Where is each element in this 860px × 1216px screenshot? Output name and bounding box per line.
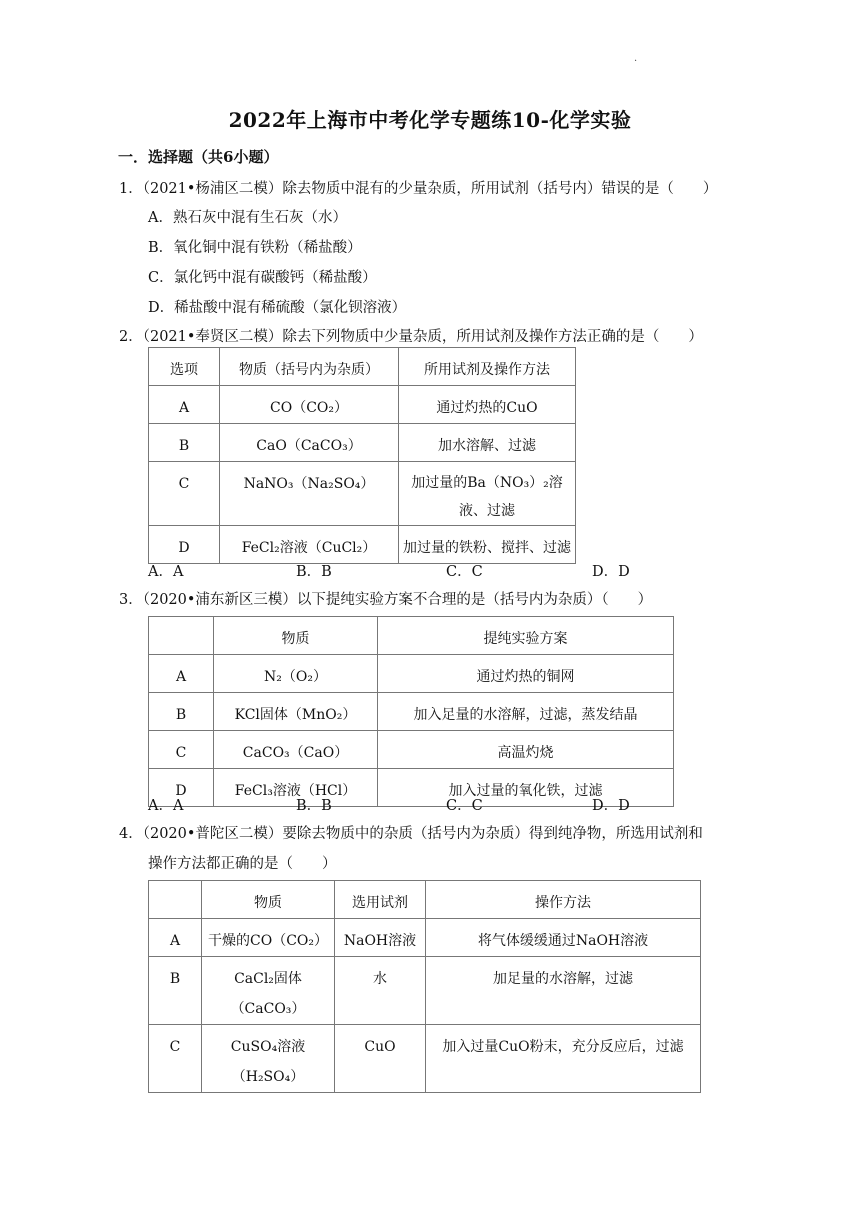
- table-header-cell: 物质: [214, 617, 378, 655]
- question-3-answer-d: D．D: [592, 798, 630, 814]
- table-row: [149, 693, 674, 731]
- table-cell: CuO: [335, 1025, 426, 1093]
- question-1-option-b: B．氧化铜中混有铁粉（稀盐酸）: [148, 240, 362, 256]
- table-header-cell: [149, 881, 202, 919]
- table-cell: CuSO₄溶液（H₂SO₄）: [202, 1025, 335, 1093]
- table-header-cell: 所用试剂及操作方法: [399, 348, 576, 386]
- question-1-option-c: C．氯化钙中混有碳酸钙（稀盐酸）: [148, 270, 377, 286]
- table-cell: NaNO₃（Na₂SO₄）: [220, 462, 399, 526]
- table-cell: 加入过量CuO粉末，充分反应后，过滤: [426, 1025, 701, 1093]
- table-cell: B: [149, 424, 220, 462]
- table-cell: 加入足量的水溶解，过滤，蒸发结晶: [378, 693, 674, 731]
- table-header-row: [149, 881, 701, 919]
- table-row: [149, 462, 576, 526]
- table-cell: C: [149, 731, 214, 769]
- table-header-row: [149, 348, 576, 386]
- table-row: [149, 731, 674, 769]
- table-cell: CaCl₂固体（CaCO₃）: [202, 957, 335, 1025]
- table-header-cell: 物质（括号内为杂质）: [220, 348, 399, 386]
- table-header-row: [149, 617, 674, 655]
- table-cell: CaCO₃（CaO）: [214, 731, 378, 769]
- table-header-cell: [149, 617, 214, 655]
- question-2-answer-a: A．A: [148, 564, 184, 580]
- question-4-stem-line-2: 操作方法都正确的是（ ）: [148, 856, 337, 872]
- table-cell: 通过灼热的CuO: [399, 386, 576, 424]
- question-3-answer-b: B．B: [296, 798, 332, 814]
- question-3-answer-a: A．A: [148, 798, 184, 814]
- table-cell: 水: [335, 957, 426, 1025]
- table-cell: N₂（O₂）: [214, 655, 378, 693]
- table-cell: 加水溶解、过滤: [399, 424, 576, 462]
- table-cell: B: [149, 957, 202, 1025]
- table-cell: B: [149, 693, 214, 731]
- question-2-answer-d: D．D: [592, 564, 630, 580]
- table-cell: A: [149, 655, 214, 693]
- table-row: [149, 424, 576, 462]
- question-1-option-a: A．熟石灰中混有生石灰（水）: [148, 210, 347, 226]
- table-cell: 高温灼烧: [378, 731, 674, 769]
- table-cell: CaO（CaCO₃）: [220, 424, 399, 462]
- question-2-stem: 2．（2021•奉贤区二模）除去下列物质中少量杂质，所用试剂及操作方法正确的是（ ）: [119, 329, 703, 345]
- table-cell: CO（CO₂）: [220, 386, 399, 424]
- table-cell: 加入过量的氧化铁，过滤: [378, 769, 674, 807]
- table-cell: FeCl₃溶液（HCl）: [214, 769, 378, 807]
- table-header-cell: 选用试剂: [335, 881, 426, 919]
- question-1-stem: 1．（2021•杨浦区二模）除去物质中混有的少量杂质，所用试剂（括号内）错误的是（ ）: [119, 181, 718, 197]
- table-row: [149, 526, 576, 564]
- table-cell: 将气体缓缓通过NaOH溶液: [426, 919, 701, 957]
- table-cell: KCl固体（MnO₂）: [214, 693, 378, 731]
- table-cell: D: [149, 526, 220, 564]
- question-2-answer-c: C．C: [446, 564, 483, 580]
- table-row: [149, 1025, 701, 1093]
- table-cell: 加足量的水溶解，过滤: [426, 957, 701, 1025]
- table-header-cell: 提纯实验方案: [378, 617, 674, 655]
- table-cell: C: [149, 1025, 202, 1093]
- question-4-table: [148, 880, 701, 1093]
- table-cell: 通过灼热的铜网: [378, 655, 674, 693]
- table-row: [149, 386, 576, 424]
- table-header-cell: 操作方法: [426, 881, 701, 919]
- table-cell: 加过量的铁粉、搅拌、过滤: [399, 526, 576, 564]
- question-2-answer-b: B．B: [296, 564, 332, 580]
- table-cell: A: [149, 919, 202, 957]
- section-heading: 一．选择题（共6小题）: [118, 148, 279, 166]
- question-4-stem-line-1: 4．（2020•普陀区二模）要除去物质中的杂质（括号内为杂质）得到纯净物，所选用试剂和: [119, 826, 703, 842]
- question-2-table: [148, 347, 576, 564]
- table-header-cell: 选项: [149, 348, 220, 386]
- table-cell: D: [149, 769, 214, 807]
- question-3-answer-c: C．C: [446, 798, 483, 814]
- table-cell: FeCl₂溶液（CuCl₂）: [220, 526, 399, 564]
- page-title: 2022年上海市中考化学专题练10-化学实验: [228, 108, 632, 132]
- table-row: [149, 957, 701, 1025]
- table-row: [149, 655, 674, 693]
- table-cell: A: [149, 386, 220, 424]
- question-3-stem: 3．（2020•浦东新区三模）以下提纯实验方案不合理的是（括号内为杂质）（ ）: [119, 592, 653, 608]
- table-cell: C: [149, 462, 220, 526]
- table-header-cell: 物质: [202, 881, 335, 919]
- table-cell: 干燥的CO（CO₂）: [202, 919, 335, 957]
- question-3-table: [148, 616, 674, 807]
- table-cell: 加过量的Ba（NO₃）₂溶液、过滤: [399, 462, 576, 526]
- document-page: · 2022年上海市中考化学专题练10-化学实验 一．选择题（共6小题） 1．（2021•杨浦区二模）除去物质中混有的少量杂质，所用试剂（括号内）错误的是（ ） A．熟石灰中混有生石灰（水） B．氧化铜中混有铁粉（稀盐酸） C．氯化钙中混有碳酸钙（稀盐酸） D．稀盐酸中混有稀硫酸（氯化钡溶液） 2．（2021•奉贤区二模）除去下列物质中少量杂质，所用试剂及操作方法正确的是（ ） 选项 物质（括号内为杂质） 所用试剂及操作方法 A CO（CO₂） 通过灼热的CuO B CaO（CaCO₃） 加水溶解、过滤 C NaNO₃（Na₂SO₄） 加过量的Ba（NO₃）₂溶液、过滤 D FeCl₂溶液（CuCl₂） 加过量的铁粉、搅拌、过滤 A．A B．B C．C D．D 3．（2020•浦东新区三模）以下提纯实验方案不合理的是（括号内为杂质）（ ） 物质 提纯实验方案 A N₂（O₂） 通过灼热的铜网 B KCl固体（MnO₂） 加入足量的水溶解，过滤，蒸发结晶 C CaCO₃（CaO） 高温灼烧 D FeCl₃溶液（HCl） 加入过量的氧化铁，过滤 A．A B．B C．C D．D 4．（2020•普陀区二模）要除去物质中的杂质（括号内为杂质）得到纯净物，所选用试剂和 操作方法都正确的是（ ） 物质 选用试剂 操作方法 A 干燥的CO（CO₂） NaOH溶液 将气体缓缓通过NaOH溶液 B CaCl₂固体（CaCO₃） 水 加足量的水溶解，过滤 C CuSO₄溶液（H₂SO₄） CuO 加入过量CuO粉末，充分反应后，过滤: [0, 0, 860, 1216]
- question-1-option-d: D．稀盐酸中混有稀硫酸（氯化钡溶液）: [148, 300, 407, 316]
- table-row: [149, 919, 701, 957]
- table-cell: NaOH溶液: [335, 919, 426, 957]
